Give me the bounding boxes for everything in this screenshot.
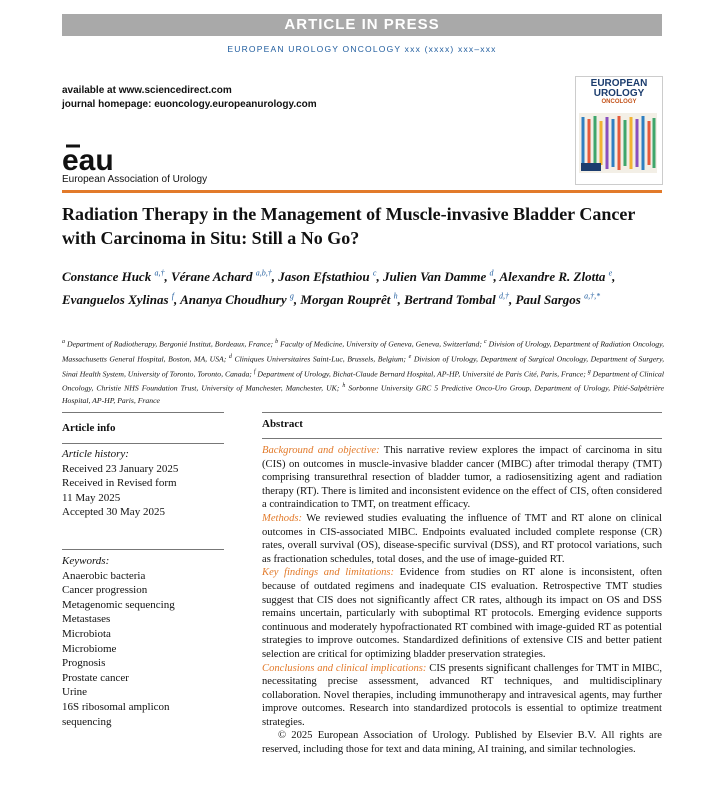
history-item: Accepted 30 May 2025 [62,506,165,519]
affiliations: $^a$ Department of Radiotherapy, Bergonié Institut, Bordeaux, France; $^b$ Faculty of Medicine, University of Geneva, Geneva, Switzerland; $^c$ Division of Urology, Department of Radiation Oncology, Massachusetts General Hospital, Boston, MA, USA; $^d$ Cliniques Universitaires Saint-Luc, Brussels, Belgium; $^e$ Division of Urology, Department of Surgical Oncology, Department of Surgery, Sinai Health System, University of Toronto, Toronto, Canada; $^f$ Department of Urology, Bichat-Claude Bernard Hospital, AP-HP, Université de Paris Cité, Paris, France; $^g$ Department of Clinical Oncology, Christie NHS Foundation Trust, University of Manchester, Manchester, UK; $^h$ Sorbonne University GRC 5 Predictive Onco-Uro Group, Department of Urology, Pitié-Salpêtrière Hospital, AP-HP, Paris, France [62,339,665,406]
article-history [62,447,178,520]
article-info-heading: Article info [62,422,116,434]
article-info-top-rule [62,412,224,413]
keyword: sequencing [62,715,112,728]
author[interactable]: Alexandre R. Zlotta $^e$, [499,269,616,285]
history-item: 11 May 2025 [62,491,121,504]
author[interactable]: Bertrand Tombal $^{d,\dagger}$, [404,291,516,307]
sciencedirect-link[interactable]: available at www.sciencedirect.com [62,85,232,96]
journal-header: EUROPEAN UROLOGY ONCOLOGY xxx (xxxx) xxx–xxx [227,44,497,54]
keywords-label: Keywords: [62,555,110,567]
eau-logo-text: eau [62,144,114,172]
keyword: Anaerobic bacteria [62,569,146,582]
copyright-notice: © 2025 European Association of Urology. Published by Elsevier B.V. All rights are reserved, including those for text and data mining, AI training, and similar technologies. [262,730,662,756]
article-title: Radiation Therapy in the Management of Muscle-invasive Bladder Cancer with Carcinoma in Situ: Still a No Go? [62,204,635,248]
journal-homepage-link[interactable]: journal homepage: euoncology.europeanurology.com [62,99,317,110]
article-in-press-banner: ARTICLE IN PRESS [62,14,662,36]
keyword: Metastases [62,613,111,626]
abstract-body [262,444,662,757]
cover-title-line2: UROLOGY [593,88,645,99]
abstract-findings: Key findings and limitations: Evidence from studies on RT alone is inconsistent, often because of outdated regimens and inadequate CIS evaluation. Retrospective TMT studies suggest that CIS does not significantly affect CR rates, although its impact on OS and DSS remains uncertain, particularly with suboptimal RT protocols. Emerging evidence supports continuous and moderately hypofractionated RT combined with image-guided RT as potential strategies to improve outcomes. Standardized definitions of extensive CIS and better patient selection are critical for optimizing bladder preservation strategies. [262,567,662,660]
abstract-background: Background and objective: This narrative review explores the impact of carcinoma in situ (CIS) on outcomes in muscle-invasive bladder cancer (MIBC) after trimodal therapy (TMT) comprising transurethral resection of bladder tumor, a radiosensitizing agent and radiation therapy (RT). There is limited and inconsistent evidence on the effect of CIS, often considered a contraindication to TMT, on treatment efficacy. [262,445,662,511]
abstract-methods: Methods: We reviewed studies evaluating the influence of TMT and RT alone on clinical outcomes in CIS-associated MIBC. Endpoints evaluated included complete response (CR) rates, overall survival (OS), disease-specific survival (DSS), and RT protocol variations, such as fractionation schedules, total doses, and the use of image-guided RT. [262,512,662,565]
keywords [62,554,175,729]
eau-logo [62,144,142,172]
history-item: Received in Revised form [62,477,177,490]
abstract-conclusions: Conclusions and clinical implications: CIS presents significant challenges for TMT in MIBC, necessitating precise assessment, advanced RT techniques, and multidisciplinary collaboration. Novel therapies, including immunotherapy and intravesical agents, may further improve outcomes. Research into standardized protocols is essential to optimize treatment strategies. [262,662,662,728]
keyword: Microbiota [62,627,111,640]
author[interactable]: Jason Efstathiou $^c$, [278,269,383,285]
history-item: Received 23 January 2025 [62,462,179,475]
keyword: Cancer progression [62,584,148,597]
author[interactable]: Vérane Achard $^{a,b,\dagger}$, [170,269,279,285]
author[interactable]: Paul Sargos $^{a,\dagger,*}$ [515,291,601,307]
author[interactable]: Julien Van Damme $^d$, [382,269,500,285]
author[interactable]: Constance Huck $^{a,\dagger}$, [62,269,171,285]
journal-cover-image [575,76,663,185]
keyword: Microbiome [62,642,117,655]
keyword: Metagenomic sequencing [62,598,175,611]
abstract-top-rule [262,412,662,413]
availability-block [62,84,317,112]
history-label: Article history: [62,448,129,460]
keyword: Prognosis [62,657,106,670]
keyword: Urine [62,686,88,699]
author-list [62,264,667,309]
abstract-rule [262,438,662,439]
abstract-heading: Abstract [262,418,303,430]
cover-artwork [579,113,657,173]
article-info-rule [62,443,224,444]
eau-name: European Association of Urology [62,174,208,185]
author[interactable]: Evanguelos Xylinas $^f$, [62,291,181,307]
keyword: 16S ribosomal amplicon [62,700,170,713]
keywords-rule [62,549,224,550]
header-rule [62,190,662,193]
author[interactable]: Ananya Choudhury $^g$, [180,291,301,307]
keyword: Prostate cancer [62,671,129,684]
cover-title-line3: ONCOLOGY [601,99,637,105]
cover-title [580,79,658,106]
author[interactable]: Morgan Rouprêt $^h$, [300,291,405,307]
cover-title-line1: EUROPEAN [590,78,648,89]
